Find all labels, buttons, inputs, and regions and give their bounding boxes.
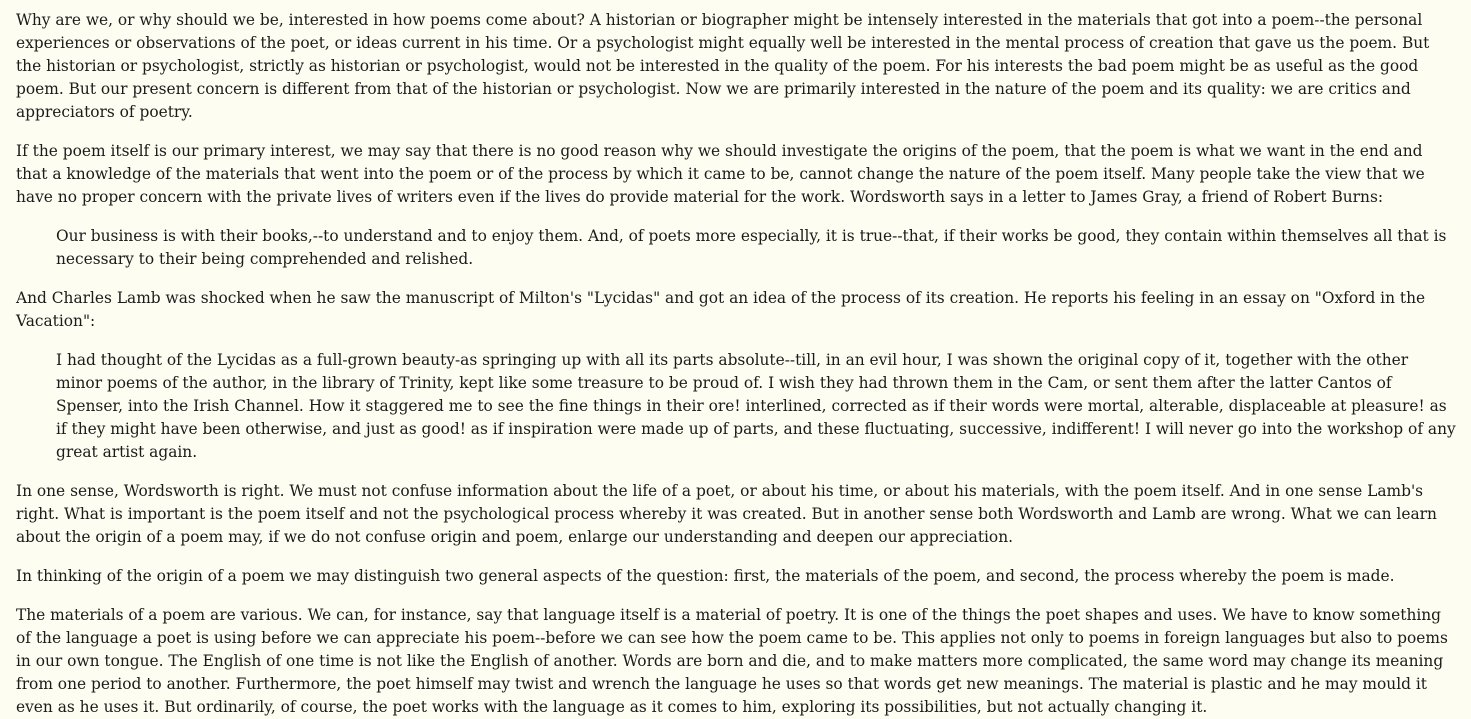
paragraph-materials: The materials of a poem are various. We can, for instance, say that language itself is a material of poetry. It is one of the things the poet shapes and uses. We have to know something of the language a poet is using before we can appreciate his poem--before we can see how the poem came to be. This applies not only to poems in foreign languages but also to poems in our own tongue. The English of one time is not like the English of another. Words are born and die, and to make matters more complicated, the same word may change its meaning from one period to another. Furthermore, the poet himself may twist and wrench the language he uses so that words get new meanings. The material is plastic and he may mould it even as he uses it. But ordinarily, of course, the poet works with the language as it comes to him, exploring its possibilities, but not actually changing it. — [16, 606, 1448, 716]
paragraph-one-sense: In one sense, Wordsworth is right. We must not confuse information about the life of a poet, or about his time, or about his materials, with the poem itself. And in one sense Lamb's right. What is important is the poem itself and not the psychological process whereby it was created. But in another sense both Wordsworth and Lamb are wrong. What we can learn about the origin of a poem may, if we do not confuse origin and poem, enlarge our understanding and deepen our appreciation. — [16, 482, 1437, 546]
quote-wordsworth: Our business is with their books,--to understand and to enjoy them. And, of poets more especially, it is true--that, if their works be good, they contain within themselves all that is necessary to their being comprehended and relished. — [56, 227, 1447, 268]
paragraph-origin-aspects: In thinking of the origin of a poem we may distinguish two general aspects of the question: first, the materials of the poem, and second, the process whereby the poem is made. — [16, 567, 1395, 585]
paragraph-primary-interest: If the poem itself is our primary interest, we may say that there is no good reason why we should investigate the origins of the poem, that the poem is what we want in the end and that a knowledge of the materials that went into the poem or of the process by which it came to be, cannot change the nature of the poem itself. Many people take the view that we have no proper concern with the private lives of writers even if the lives do provide material for the work. Wordsworth says in a letter to James Gray, a friend of Robert Burns: — [16, 142, 1425, 206]
paragraph-charles-lamb: And Charles Lamb was shocked when he saw the manuscript of Milton's "Lycidas" and got an idea of the process of its creation. He reports his feeling in an essay on "Oxford in the Vacation": — [16, 289, 1426, 330]
quote-lamb: I had thought of the Lycidas as a full-grown beauty-as springing up with all its parts absolute--till, in an evil hour, I was shown the original copy of it, together with the other minor poems of the author, in the library of Trinity, kept like some treasure to be proud of. I wish they had thrown them in the Cam, or sent them after the latter Cantos of Spenser, into the Irish Channel. How it staggered me to see the fine things in their ore! interlined, corrected as if their words were mortal, alterable, displaceable at pleasure! as if they might have been otherwise, and just as good! as if inspiration were made up of parts, and these fluctuating, successive, indifferent! I will never go into the workshop of any great artist again. — [56, 351, 1456, 461]
paragraph-intro: Why are we, or why should we be, interested in how poems come about? A historian or biographer might be intensely interested in the materials that got into a poem--the personal experiences or observations of the poet, or ideas current in his time. Or a psychologist might equally well be interested in the mental process of creation that gave us the poem. But the historian or psychologist, strictly as historian or psychologist, would not be interested in the quality of the poem. For his interests the bad poem might be as useful as the good poem. But our present concern is different from that of the historian or psychologist. Now we are primarily interested in the nature of the poem and its quality: we are critics and appreciators of poetry. — [16, 11, 1430, 121]
